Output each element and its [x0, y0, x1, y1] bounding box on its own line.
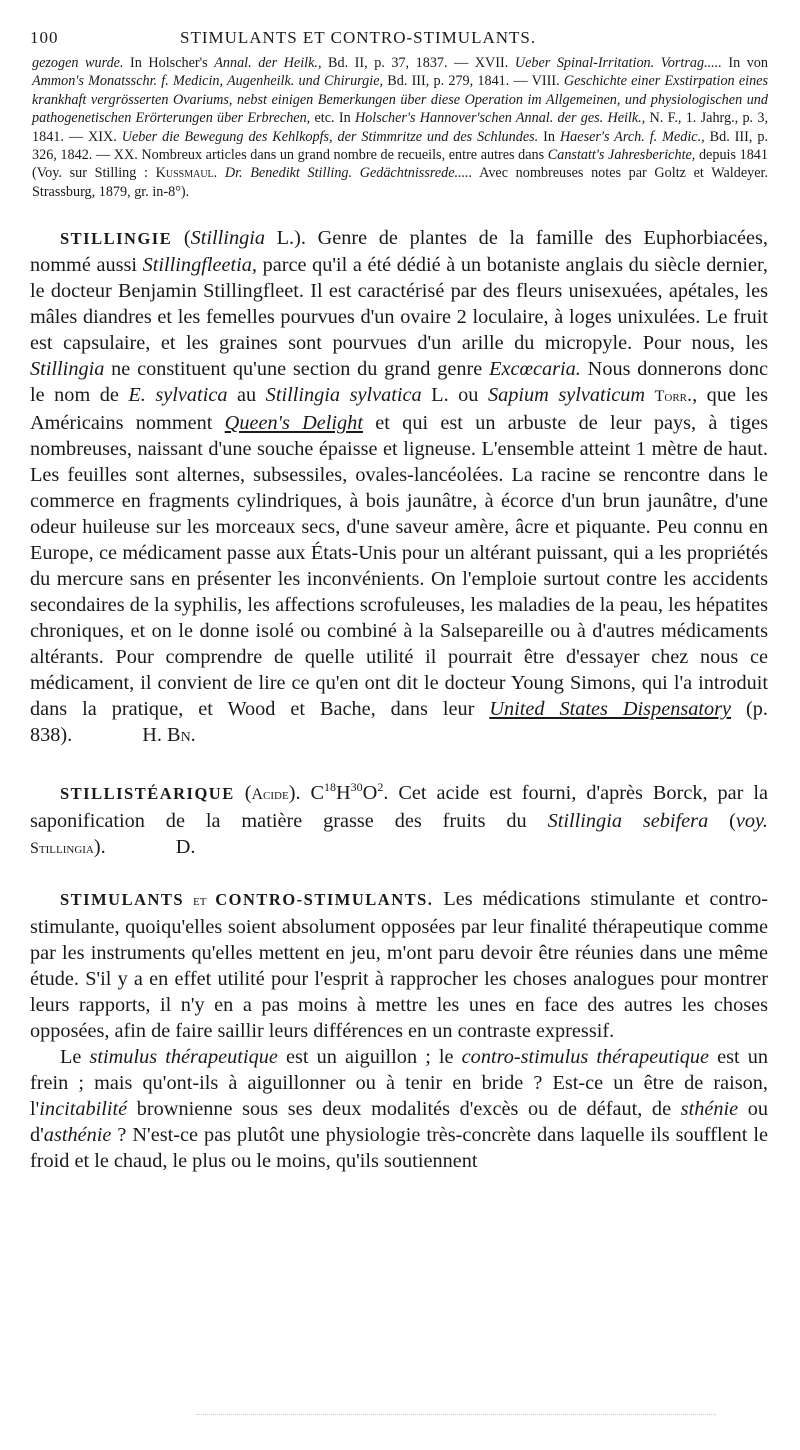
- entry-text: Stillingia: [190, 227, 265, 250]
- entry-text: ne constituent qu'une section du grand genre: [104, 358, 490, 381]
- entry-text: E. sylvatica: [128, 384, 228, 407]
- entry-text: est un frein ; mais qu'ont-ils à aiguillonner ou à tenir en bride ? Est-ce un être de raison, l': [30, 1046, 769, 1121]
- entry-text: ).: [93, 836, 106, 859]
- entry-text: (p. 838).: [30, 698, 768, 747]
- entry-text: Excœcaria.: [489, 358, 581, 381]
- entry-text: asthénie: [43, 1124, 112, 1147]
- biblio-text: Ammon's Monatsschr. f. Medicin, Augenheilk. und Chirurgie,: [32, 73, 384, 90]
- entry-text: H: [336, 782, 351, 805]
- biblio-text: Annal. der Heilk.: [214, 55, 318, 71]
- entry-text: stimulus thérapeutique: [89, 1046, 278, 1069]
- page: [30, 28, 768, 1174]
- entry-text: Le: [60, 1046, 90, 1069]
- entry-text: United States Dispensatory: [489, 698, 732, 721]
- entry-text: (: [172, 227, 191, 250]
- entry-text: (: [708, 810, 736, 833]
- entry-text: O: [362, 782, 378, 805]
- formula-superscript: 2: [377, 780, 384, 795]
- biblio-text: Ueber die Bewegung des Kehlkopfs, der Stimmritze und des Schlundes.: [121, 128, 539, 145]
- entry-text: Queen's Delight: [224, 412, 363, 435]
- page-number: 100: [30, 28, 59, 47]
- biblio-text: Holscher's Hannover'schen Annal. der ges. Heilk.,: [354, 110, 646, 127]
- running-head: [30, 28, 768, 54]
- biblio-text: Canstatt's Jahresberichte,: [547, 147, 696, 164]
- headword: STIMULANTS: [60, 890, 185, 910]
- biblio-text: Kussmaul: [155, 165, 214, 182]
- entry-stillingie: [30, 225, 768, 748]
- headword: STILLINGIE: [60, 229, 173, 249]
- entry-text: L. ou: [421, 384, 488, 407]
- entry-text: contro-stimulus thérapeutique: [461, 1046, 709, 1069]
- entry-text: Torr: [654, 388, 688, 406]
- entry-text: ., que les Américains nomment: [30, 384, 769, 435]
- entry-text: Sapium sylvaticum: [487, 384, 646, 407]
- entry-text: voy.: [735, 810, 768, 833]
- entry-stillistearique-paragraph: [30, 774, 768, 862]
- entry-text: Les médications stimulante et contro-stimulante, quoiqu'elles soient absolument opposées par leur finalité thérapeutique comme par les instruments qu'elles mettent en jeu, m'ont paru devoir être réunies dans une même étude. S'il y a en effet utilité pour l'esprit à rapprocher les choses analogues pour montrer leurs rapports, il n'y en a pas moins à mettre les unes en face des autres les choses opposées, afin de faire saillir leurs différences en un contraste expressif.: [30, 888, 768, 1043]
- entry-text: sthénie: [680, 1098, 739, 1121]
- biblio-text: In: [538, 128, 560, 145]
- entry-text: Stillingia sebifera: [547, 810, 709, 833]
- biblio-text: depuis 1841 (Voy. sur Stilling :: [32, 147, 768, 182]
- biblio-text: In Holscher's: [123, 55, 215, 71]
- biblio-text: N. F., 1. Jahrg., p. 3, 1841. — XIX.: [32, 110, 768, 145]
- entry-text: au: [227, 384, 266, 407]
- biblio-text: .: [213, 165, 225, 182]
- headword: CONTRO-STIMULANTS.: [215, 890, 434, 910]
- entry-text: ? N'est-ce pas plutôt une physiologie très-concrète dans laquelle ils soufflent le froid et le chaud, le plus ou le moins, qu'ils soutiennent: [30, 1124, 768, 1173]
- entry-text: Stillingfleetia,: [142, 254, 257, 277]
- formula-superscript: 30: [350, 780, 363, 795]
- entry-text: parce qu'il a été dédié à un botaniste anglais du siècle dernier, le docteur Benjamin Stillingfleet. Il est caractérisé par des fleurs unisexuées, apétales, les mâles diandres et les femelles pourvues d'un ovaire 2 loculaire, à loges unixulées. Le fruit est capsulaire, et les graines sont pourvues d'un arille du micropyle. Pour nous, les: [30, 254, 768, 355]
- entry-text: et qui est un arbuste de leur pays, à tiges nombreuses, naissant d'une souche épaisse et ligneuse. L'ensemble atteint 1 mètre de haut. Les feuilles sont alternes, subsessiles, ovales-lancéolées. La racine se rencontre dans le commerce en fragments cylindriques, à bois jaunâtre, à écorce d'un brun jaunâtre, d'une odeur huileuse sur les morceaux secs, d'une saveur amère, âcre et piquante. Peu connu en Europe, ce médicament passe aux États-Unis pour un altérant puissant, qui a les propriétés du mercure sans en présenter les inconvénients. On l'emploie surtout contre les accidents secondaires de la syphilis, les affections scrofuleuses, les maladies de la peau, les hépatites chroniques, et on le donne isolé ou combiné à la Salsepareille ou à d'autres médicaments altérants. Pour comprendre de quelle utilité il pourrait être d'essayer chez nous ce médicament, il convient de lire ce qu'en ont dit le docteur Young Simons, qui l'a introduit dans la pratique, et Wood et Bache, dans leur: [30, 412, 769, 721]
- entry-text: L.). Genre de plantes de la famille des Euphorbiacées, nommé aussi: [30, 227, 768, 277]
- entry-text: Stillingia: [30, 840, 94, 858]
- biblio-text: In von: [721, 55, 768, 71]
- entry-stimulants-paragraph-2: [30, 1044, 768, 1174]
- formula-superscript: 18: [324, 780, 337, 795]
- entry-stimulants-paragraph-1: [30, 886, 768, 1044]
- entry-text: Stillingia sylvatica: [265, 384, 422, 407]
- biblio-text: Ueber Spinal-Irritation. Vortrag.....: [514, 55, 722, 71]
- entry-stimulants: [30, 886, 768, 1174]
- entry-text: incitabilité: [39, 1098, 128, 1121]
- entry-text: [645, 384, 655, 406]
- entry-text: Acide: [251, 786, 289, 804]
- bibliography-continuation: [32, 54, 768, 201]
- entry-stillistearique: [30, 774, 768, 862]
- biblio-text: Bd. III, p. 279, 1841. — VIII.: [383, 73, 564, 90]
- entry-text: ou d': [30, 1098, 768, 1147]
- bottom-margin-rule: [196, 1414, 716, 1417]
- entry-stillingie-paragraph: [30, 225, 768, 748]
- author-signature: H. Bn.: [142, 724, 196, 747]
- biblio-text: Bd. III, p. 326, 1842. — XX. Nombreux articles dans un grand nombre de recueils, entre autres dans: [32, 128, 768, 164]
- entry-text: ). C: [288, 782, 325, 805]
- biblio-text: etc. In: [310, 110, 355, 127]
- entry-text: Nous donnerons donc le nom de: [30, 358, 768, 407]
- biblio-text: , Bd. II, p. 37, 1837. — XVII.: [317, 55, 515, 71]
- entry-text: Stillingia: [30, 358, 105, 381]
- biblio-text: Dr. Benedikt Stilling. Gedächtnissrede.....: [224, 165, 473, 182]
- entry-text: . Cet acide est fourni, d'après Borck, par la saponification de la matière grasse des fruits du: [30, 782, 769, 833]
- biblio-text: Geschichte einer Exstirpation eines krankhaft vergrösserten Ovariums, nebst einigen Bemerkungen über diese Operation im Allgemeinen, und physiologischen und pathogenetischen Erörterungen über Erbrechen,: [32, 73, 768, 127]
- entry-text: (: [234, 782, 252, 805]
- biblio-text: gezogen wurde.: [32, 55, 124, 71]
- author-signature: D.: [175, 836, 196, 859]
- biblio-text: Avec nombreuses notes par Goltz et Waldeyer. Strassburg, 1879, gr. in-8°).: [32, 165, 768, 200]
- running-title: STIMULANTS ET CONTRO-STIMULANTS.: [180, 28, 537, 47]
- headword-conjunction: et: [184, 892, 216, 910]
- entry-text: brownienne sous ses deux modalités d'excès ou de défaut, de: [127, 1098, 681, 1121]
- entry-text: est un aiguillon ; le: [277, 1046, 462, 1069]
- biblio-text: Haeser's Arch. f. Medic.,: [559, 128, 705, 145]
- headword: STILLISTÉARIQUE: [60, 784, 235, 804]
- bibliography-paragraph: [32, 54, 768, 201]
